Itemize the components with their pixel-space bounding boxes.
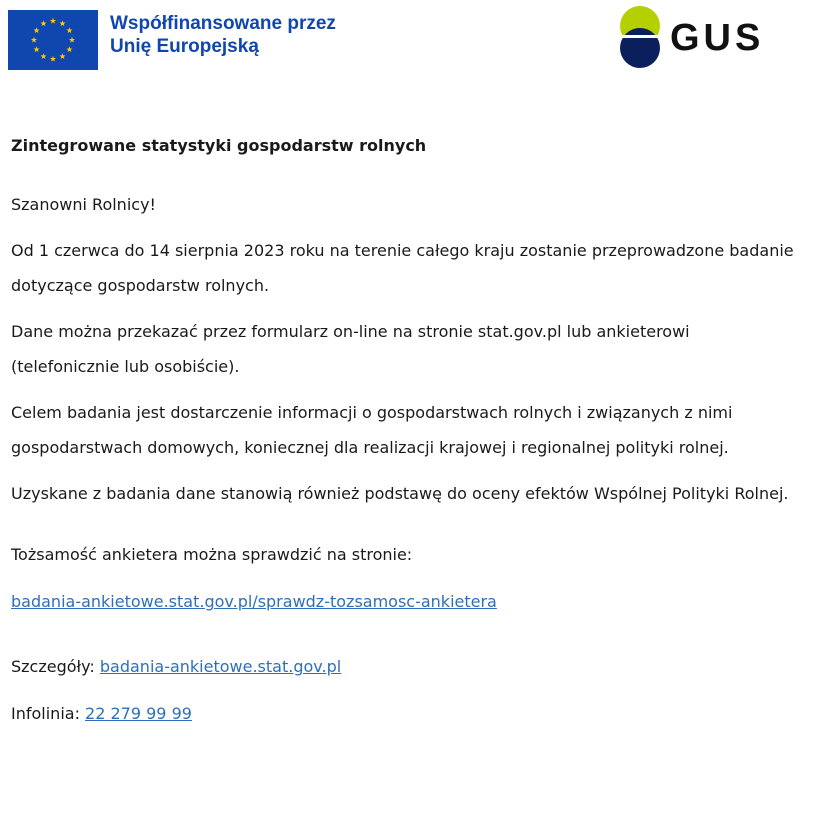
- eu-star-icon: [34, 46, 40, 52]
- eu-text-line2: Unię Europejską: [110, 36, 259, 57]
- eu-star-icon: [59, 53, 65, 59]
- gus-logo-text: GUS: [670, 17, 765, 59]
- document-body: [11, 132, 801, 731]
- paragraph-dates: Od 1 czerwca do 14 sierpnia 2023 roku na terenie całego kraju zostanie przeprowadzone badanie dotyczące gospodarstw rolnych.: [11, 241, 794, 295]
- eu-star-icon: [34, 27, 40, 33]
- eu-cofinancing-text: [110, 12, 336, 58]
- eu-flag-icon: [8, 10, 98, 70]
- eu-stars-icon: [8, 10, 98, 70]
- eu-star-icon: [50, 18, 56, 24]
- gus-logo: [615, 5, 775, 71]
- paragraph-cap: Uzyskane z badania dane stanowią również podstawę do oceny efektów Wspólnej Polityki Rolnej.: [11, 484, 789, 503]
- details-label: Szczegóły:: [11, 657, 100, 676]
- infoline-phone-link[interactable]: 22 279 99 99: [85, 704, 192, 723]
- paragraph-purpose: Celem badania jest dostarczenie informacji o gospodarstwach rolnych i związanych z nimi gospodarstwach domowych, koniecznej dla realizacji krajowej i regionalnej polityki rolnej.: [11, 403, 733, 457]
- details-line: [11, 649, 801, 684]
- eu-star-icon: [50, 56, 56, 62]
- eu-star-icon: [40, 53, 46, 59]
- eu-star-icon: [40, 20, 46, 26]
- eu-star-icon: [66, 46, 72, 52]
- identity-check-link[interactable]: badania-ankietowe.stat.gov.pl/sprawdz-tozsamosc-ankietera: [11, 592, 497, 611]
- identity-check-line: [11, 584, 801, 619]
- infoline-line: [11, 696, 801, 731]
- eu-star-icon: [31, 37, 37, 43]
- infoline-label: Infolinia:: [11, 704, 86, 723]
- details-link[interactable]: badania-ankietowe.stat.gov.pl: [99, 657, 342, 676]
- header: [0, 0, 823, 80]
- paragraph-submission: Dane można przekazać przez formularz on-line na stronie stat.gov.pl lub ankieterowi (telefonicznie lub osobiście).: [11, 322, 690, 376]
- eu-text-line1: Współfinansowane przez: [110, 13, 336, 34]
- document-title: Zintegrowane statystyki gospodarstw rolnych: [11, 136, 427, 155]
- eu-star-icon: [66, 27, 72, 33]
- greeting: Szanowni Rolnicy!: [11, 195, 156, 214]
- eu-star-icon: [59, 20, 65, 26]
- identity-check-text: Tożsamość ankietera można sprawdzić na stronie:: [11, 545, 413, 564]
- eu-star-icon: [69, 37, 75, 43]
- gus-logo-icon: [615, 5, 665, 71]
